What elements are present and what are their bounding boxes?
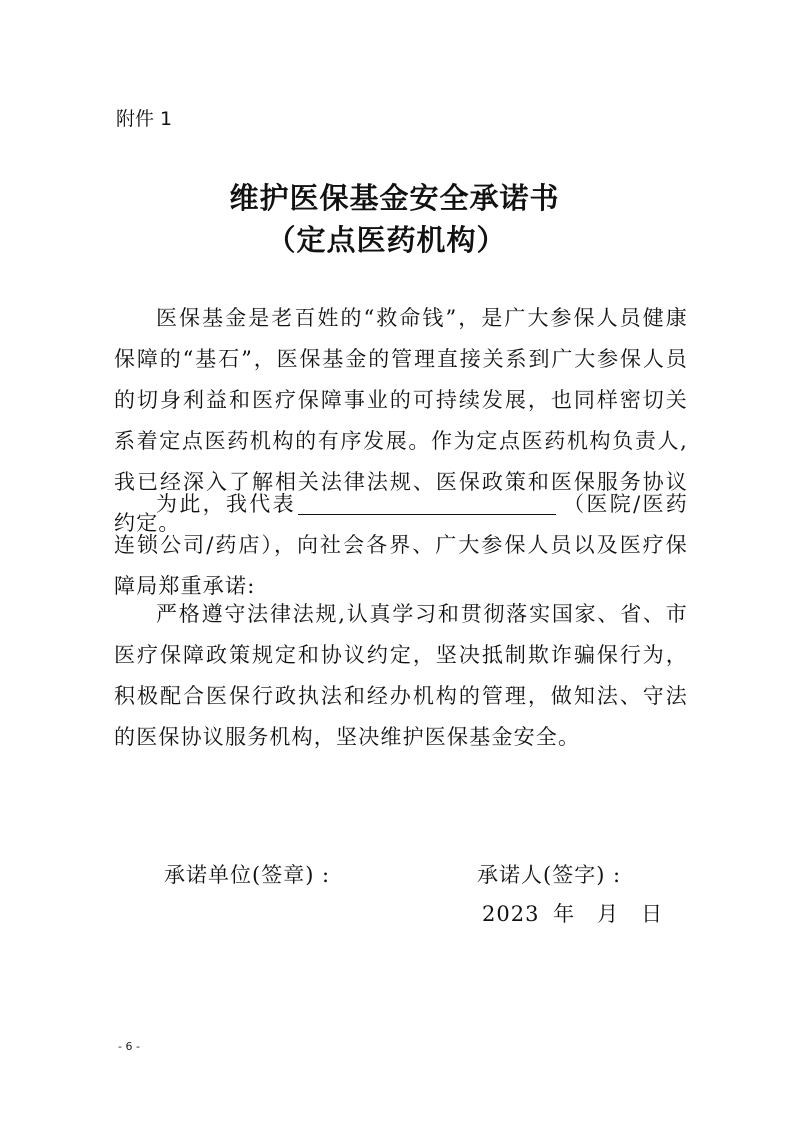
document-title: 维护医保基金安全承诺书 xyxy=(229,181,560,215)
page-number: - 6 - xyxy=(118,1040,140,1053)
paragraph-commitment: 严格遵守法律法规,认真学习和贯彻落实国家、省、市医疗保障政策规定和协议约定，坚决抵制欺诈骗保行为，积极配合医保行政执法和经办机构的管理，做知法、守法的医保协议服务机构，坚决维护医保基金安全。 xyxy=(114,602,688,749)
attachment-label: 附件 1 xyxy=(116,108,173,130)
pledge-prefix-text: 为此，我代表 xyxy=(156,492,296,516)
institution-name-blank xyxy=(298,488,556,515)
paragraph-intro: 医保基金是老百姓的“救命钱”，是广大参保人员健康保障的“基石”，医保基金的管理直接关系到广大参保人员的切身利益和医疗保障事业的可持续发展，也同样密切关系着定点医药机构的有序发展。作为定点医药机构负责人,我已经深入了解相关法律法规、医保政策和医保服务协议约定。 xyxy=(114,306,688,535)
signature-unit-label: 承诺单位(签章) : xyxy=(164,863,331,887)
signature-person-label: 承诺人(签字) : xyxy=(477,863,622,887)
pledge-suffix-text: （医院/医药连锁公司/药店），向社会各界、广大参保人员以及医疗保障局郑重承诺: xyxy=(114,492,689,598)
document-subtitle: （定点医药机构） xyxy=(266,223,507,257)
signature-date: 2023 年 月 日 xyxy=(482,902,664,926)
paragraph-pledge-representative xyxy=(114,484,688,607)
